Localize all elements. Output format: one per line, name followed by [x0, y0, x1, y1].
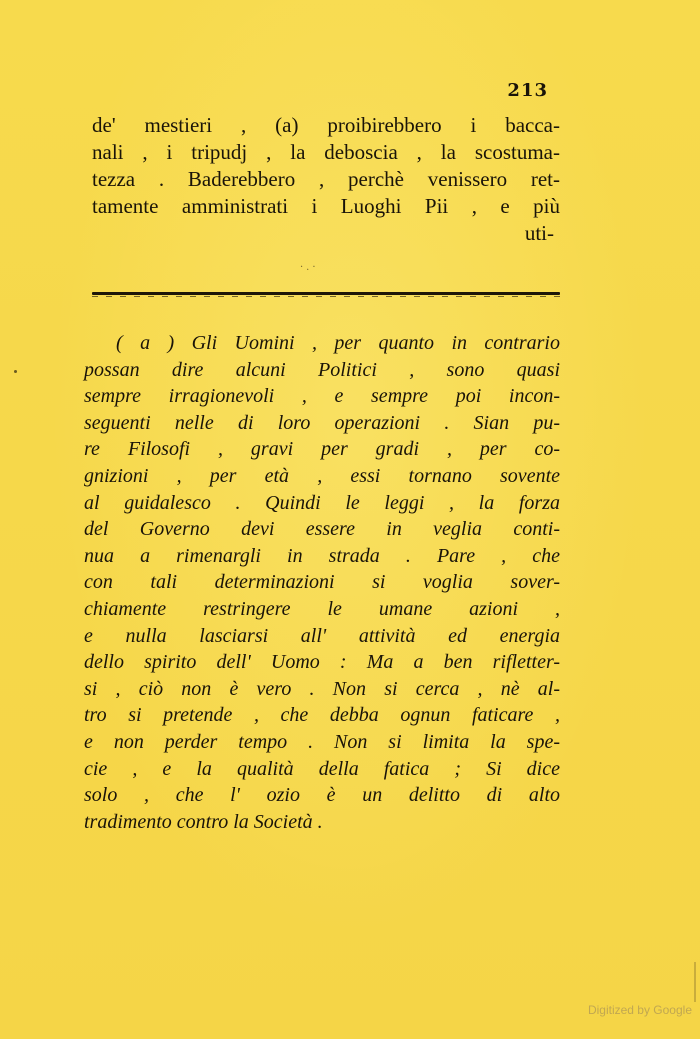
footnote-block	[84, 330, 560, 835]
page-number: 213	[507, 80, 548, 101]
footnote-line: tro si pretende , che debba ognun faticare ,	[84, 704, 560, 727]
footnote-line: solo , che l' ozio è un delitto di alto	[84, 784, 560, 807]
footnote-line: e nulla lasciarsi all' attività ed energia	[84, 624, 560, 647]
footnote-line: seguenti nelle di loro operazioni . Sian pu-	[84, 411, 560, 434]
page-edge-mark	[694, 962, 696, 1002]
footnote-line: ( a ) Gli Uomini , per quanto in contrario	[116, 332, 560, 354]
footnote-line: nua a rimenargli in strada . Pare , che	[84, 544, 560, 567]
footnote-line: del Governo devi essere in veglia conti-	[84, 518, 560, 541]
footnote-line: dello spirito dell' Uomo : Ma a ben rifletter-	[84, 651, 560, 674]
main-text-line: de' mestieri , (a) proibirebbero i bacca-	[92, 113, 560, 137]
footnote-line: gnizioni , per età , essi tornano sovente	[84, 464, 560, 487]
footnote-line: chiamente restringere le umane azioni ,	[84, 597, 560, 620]
margin-speck	[14, 370, 17, 373]
footnote-line: possan dire alcuni Politici , sono quasi	[84, 358, 560, 381]
main-text-block	[92, 112, 560, 247]
footnote-line: sempre irragionevoli , e sempre poi incon-	[84, 385, 560, 408]
footnote-line: cie , e la qualità della fatica ; Si dice	[84, 757, 560, 780]
main-text-line: nali , i tripudj , la deboscia , la scostuma-	[92, 140, 560, 164]
footnote-line: re Filosofi , gravi per gradi , per co-	[84, 438, 560, 461]
digitizer-watermark: Digitized by Google	[587, 1003, 692, 1017]
footnote-line: al guidalesco . Quindi le leggi , la forza	[84, 491, 560, 514]
catchword: uti-	[524, 221, 554, 245]
footnote-line: si , ciò non è vero . Non si cerca , nè al-	[84, 677, 560, 700]
footnote-separator-rule	[92, 292, 560, 295]
footnote-line: tradimento contro la Società .	[84, 810, 323, 833]
footnote-line: con tali determinazioni si voglia sover-	[84, 571, 560, 594]
ornament-dots: ·.·	[300, 262, 319, 273]
main-text-line: tezza . Baderebbero , perchè venissero ret-	[92, 167, 560, 191]
footnote-line: e non perder tempo . Non si limita la spe-	[84, 730, 560, 753]
main-text-line: tamente amministrati i Luoghi Pii , e più	[92, 194, 560, 218]
